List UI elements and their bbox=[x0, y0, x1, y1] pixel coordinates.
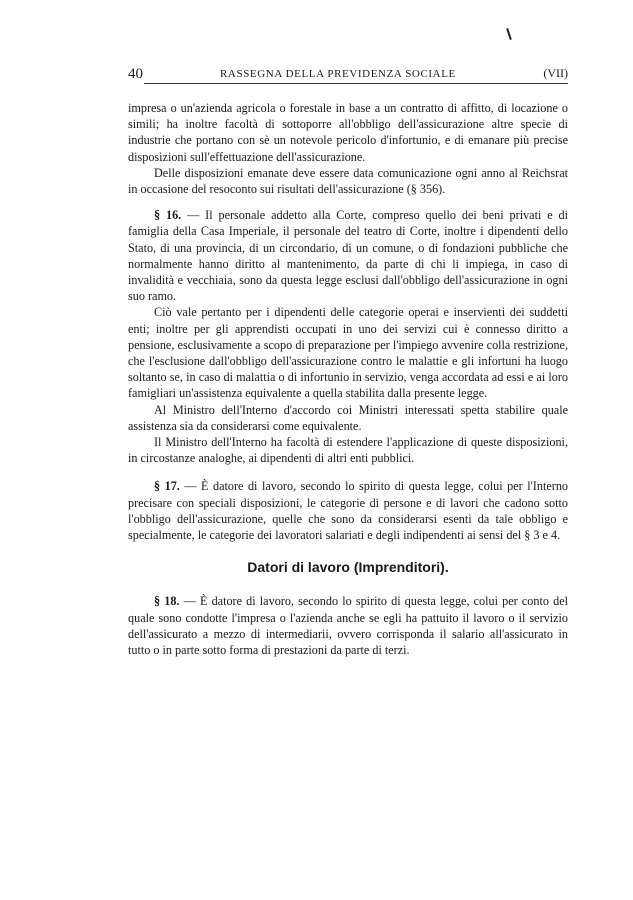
paragraph-text: — Il personale addetto alla Corte, compreso quello dei beni privati e di famiglia della Casa Imperiale, il personale del teatro di Corte, inoltre i dipendenti dello Stato, di una provincia, di un circondario, di un comune, o di fondazioni pubbliche che normalmente hanno diritto al mantenimento, da parte di chi li impiega, in caso di invalidità e vecchiaia, sono da questa legge esclusi dall'obbligo dell'assicurazione in ogni suo ramo. bbox=[128, 208, 569, 304]
page-number: 40 bbox=[128, 66, 143, 82]
header-rule bbox=[144, 83, 568, 84]
section-number: (VII) bbox=[543, 66, 568, 80]
scan-mark bbox=[506, 28, 512, 40]
paragraph-text: — È datore di lavoro, secondo lo spirito di questa legge, colui per l'Interno precisare con speciali disposizioni, le categorie di persone e di lavori che cadono sotto l'obbligo dell'assicurazione, quelle che sono da considerarsi esenti da tale obbligo e specialmente, le categorie dei lavoratori salariati e degli indipendenti ai sensi del § 3 e 4. bbox=[128, 479, 569, 543]
document-body bbox=[128, 100, 568, 658]
paragraph: Delle disposizioni emanate deve essere data comunicazione ogni anno al Reichsrat in occasione del resoconto sui risultati dell'assicurazione (§ 356). bbox=[128, 165, 568, 197]
running-header bbox=[128, 66, 568, 86]
paragraph-18 bbox=[128, 593, 568, 658]
paragraph: Ciò vale pertanto per i dipendenti delle categorie operai e inservienti dei suddetti enti; inoltre per gli apprendisti occupati in uno dei servizi cui è connesso diritto a pensione, esclusivamente a scopo di preparazione per l'impiego avvenire colla restrizione, che l'esclusione dall'obbligo dell'assicurazione contro le malattie e gli infortuni ha luogo soltanto se, in caso di malattia o di infortunio in servizio, venga accordata ad essi e ai loro famigliari un'assistenza equivalente a quella stabilita dalla presente legge. bbox=[128, 305, 568, 401]
paragraph-16 bbox=[128, 207, 568, 304]
section-label: § 18. bbox=[154, 594, 180, 609]
journal-title: RASSEGNA DELLA PREVIDENZA SOCIALE bbox=[220, 68, 456, 80]
paragraph: Il Ministro dell'Interno ha facoltà di estendere l'applicazione di queste disposizioni, in circostanze analoghe, ai dipendenti di altri enti pubblici. bbox=[128, 435, 568, 466]
section-heading: Datori di lavoro (Imprenditori). bbox=[247, 559, 449, 576]
paragraph-text: — È datore di lavoro, secondo lo spirito di questa legge, colui per conto del quale sono condotte l'impresa o l'azienda anche se egli ha pattuito il lavoro o il servizio dell'assicurato a mezzo di intermediarii, ovvero corrisponda il salario all'assicurato in tutto o in parte sotto forma di prestazioni da parte di terzi. bbox=[128, 594, 568, 658]
paragraph: impresa o un'azienda agricola o forestale in base a un contratto di affitto, di locazione o simili; ha inoltre facoltà di sottoporre all'obbligo dell'assicurazione altre specie di industrie che portano con sè un notevole pericolo d'infortunio, e di emanare più precise disposizioni sull'effettuazione dell'assicurazione. bbox=[128, 101, 568, 164]
paragraph-17 bbox=[128, 478, 568, 543]
section-label: § 17. bbox=[154, 479, 180, 494]
section-label: § 16. bbox=[154, 208, 182, 223]
paragraph: Al Ministro dell'Interno d'accordo coi Ministri interessati spetta stabilire quale assistenza sia da considerarsi come equivalente. bbox=[128, 402, 568, 433]
